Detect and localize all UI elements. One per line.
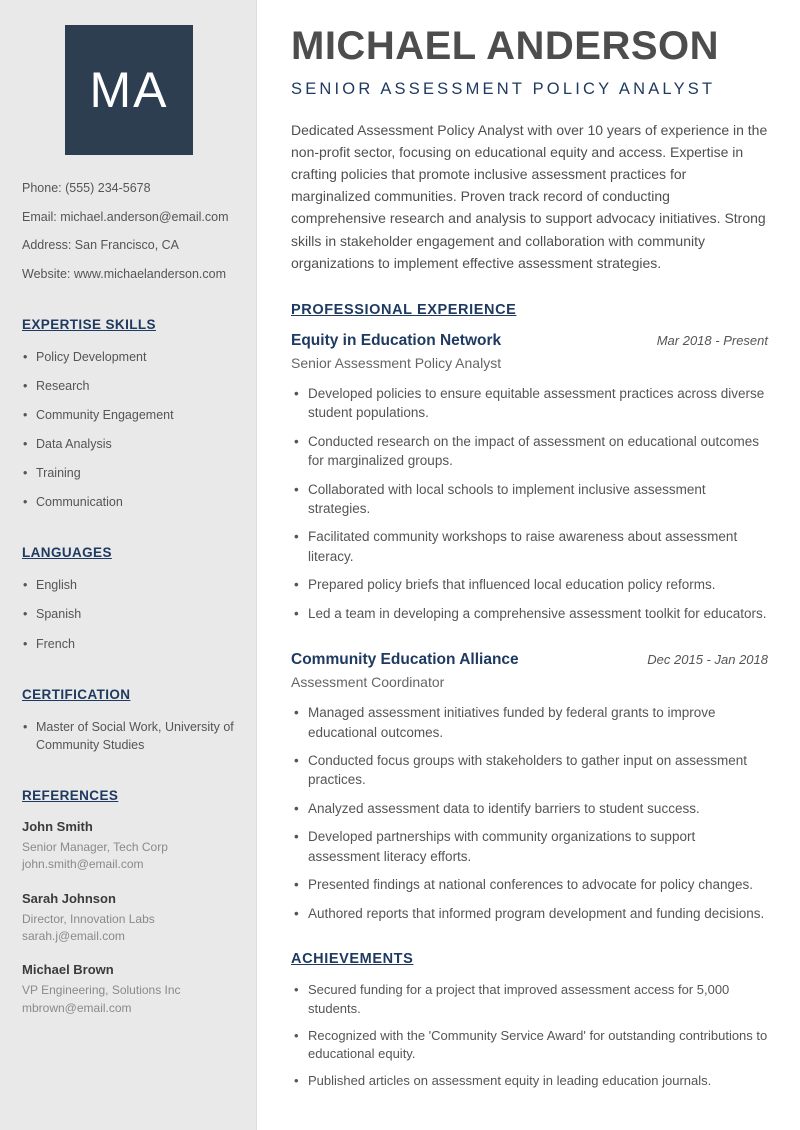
job-dates: Mar 2018 - Present <box>656 332 768 348</box>
list-item: • French <box>22 635 236 653</box>
job-bullet-list <box>291 703 768 923</box>
job-dates: Dec 2015 - Jan 2018 <box>647 652 768 668</box>
achievements-list <box>291 981 768 1091</box>
references-list <box>22 819 236 1017</box>
sidebar-section-heading: EXPERTISE SKILLS <box>22 316 156 332</box>
job-bullet: • Conducted research on the impact of assessment on educational outcomes for marginalized groups. <box>291 432 768 471</box>
list-item: • Communication <box>22 493 236 511</box>
contact-line: Phone: (555) 234-5678 <box>22 181 151 195</box>
reference-person <box>22 891 236 946</box>
reference-role: Director, Innovation Labs <box>22 911 155 926</box>
job-role: Senior Assessment Policy Analyst <box>291 354 502 371</box>
job-bullet: • Facilitated community workshops to raise awareness about assessment literacy. <box>291 527 768 566</box>
jobs-list <box>291 332 768 923</box>
sidebar <box>0 0 257 1130</box>
job-company: Community Education Alliance <box>291 651 519 669</box>
sidebar-section-list <box>22 576 236 652</box>
references-heading: REFERENCES <box>22 787 119 803</box>
avatar <box>65 25 193 155</box>
list-item: • Master of Social Work, University of Community Studies <box>22 718 236 754</box>
experience-section <box>291 302 768 923</box>
sidebar-sections <box>22 317 236 754</box>
job-bullet: • Authored reports that informed program development and funding decisions. <box>291 904 768 923</box>
reference-email: mbrown@email.com <box>22 1000 132 1015</box>
job-bullet: • Conducted focus groups with stakeholders to gather input on assessment practices. <box>291 751 768 790</box>
reference-role: VP Engineering, Solutions Inc <box>22 983 181 998</box>
reference-person <box>22 819 236 874</box>
achievements-section <box>291 951 768 1091</box>
job-bullet: • Presented findings at national conferences to advocate for policy changes. <box>291 875 768 894</box>
contact-line: Email: michael.anderson@email.com <box>22 209 229 224</box>
avatar-initials: MA <box>89 62 169 118</box>
job-bullet: • Developed partnerships with community organizations to support assessment literacy efforts. <box>291 827 768 866</box>
reference-name: Michael Brown <box>22 962 114 978</box>
main-content <box>257 0 800 1130</box>
reference-email: john.smith@email.com <box>22 857 144 872</box>
reference-name: Sarah Johnson <box>22 890 116 906</box>
job-role: Assessment Coordinator <box>291 674 445 691</box>
achievement-bullet: • Secured funding for a project that improved assessment access for 5,000 students. <box>291 981 768 1018</box>
page-title: MICHAEL ANDERSON <box>291 24 720 68</box>
list-item: • Data Analysis <box>22 435 236 453</box>
sidebar-section-heading: LANGUAGES <box>22 545 112 561</box>
contact-info <box>22 181 236 283</box>
achievement-bullet: • Recognized with the 'Community Service Award' for outstanding contributions to educational equity. <box>291 1027 768 1064</box>
job-bullet: • Managed assessment initiatives funded by federal grants to improve educational outcomes. <box>291 703 768 742</box>
job-entry <box>291 651 768 923</box>
experience-heading: PROFESSIONAL EXPERIENCE <box>291 301 517 318</box>
achievement-bullet: • Published articles on assessment equity in leading education journals. <box>291 1072 768 1091</box>
sidebar-section <box>22 545 236 652</box>
list-item: • Community Engagement <box>22 406 236 424</box>
list-item: • Research <box>22 377 236 395</box>
references-section <box>22 788 236 1017</box>
list-item: • Training <box>22 464 236 482</box>
summary-paragraph: Dedicated Assessment Policy Analyst with over 10 years of experience in the non-profit sector, focusing on educational equity and access. Expertise in crafting policies that promote inclusive assessment practices for marginalized communities. Proven track record of conducting comprehensive research and analysis to support advocacy initiatives. Strong skills in stakeholder engagement and collaboration with community organizations to implement effective assessment strategies. <box>291 122 768 271</box>
job-bullet: • Developed policies to ensure equitable assessment practices across diverse student populations. <box>291 384 768 423</box>
achievements-heading: ACHIEVEMENTS <box>291 951 414 968</box>
job-bullet: • Collaborated with local schools to implement inclusive assessment strategies. <box>291 480 768 519</box>
sidebar-section <box>22 317 236 512</box>
job-bullet: • Analyzed assessment data to identify barriers to student success. <box>291 799 768 818</box>
professional-title: SENIOR ASSESSMENT POLICY ANALYST <box>291 80 716 98</box>
sidebar-section-list <box>22 718 236 754</box>
job-bullet-list <box>291 384 768 623</box>
contact-line: Address: San Francisco, CA <box>22 238 180 253</box>
contact-line: Website: www.michaelanderson.com <box>22 266 227 281</box>
job-bullet: • Prepared policy briefs that influenced local education policy reforms. <box>291 575 768 594</box>
reference-role: Senior Manager, Tech Corp <box>22 839 168 854</box>
job-bullet: • Led a team in developing a comprehensive assessment toolkit for educators. <box>291 604 768 623</box>
job-entry <box>291 332 768 623</box>
job-header <box>291 332 768 350</box>
sidebar-section <box>22 687 236 754</box>
sidebar-section-list <box>22 348 236 512</box>
reference-name: John Smith <box>22 818 93 834</box>
reference-email: sarah.j@email.com <box>22 929 125 944</box>
list-item: • Spanish <box>22 605 236 623</box>
list-item: • Policy Development <box>22 348 236 366</box>
list-item: • English <box>22 576 236 594</box>
job-header <box>291 651 768 669</box>
sidebar-section-heading: CERTIFICATION <box>22 686 131 702</box>
reference-person <box>22 962 236 1017</box>
job-company: Equity in Education Network <box>291 331 502 349</box>
